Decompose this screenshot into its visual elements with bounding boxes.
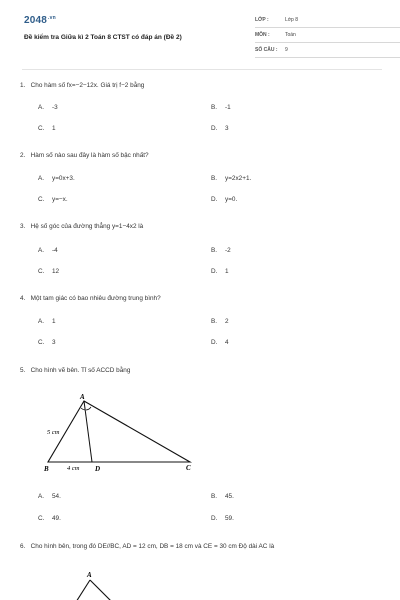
option-text: -2 [225,247,231,254]
option-b[interactable] [211,493,234,500]
question-4-text [20,295,161,302]
option-label: A. [38,318,45,325]
logo-tld: .vn [48,15,56,21]
option-b[interactable] [211,104,231,111]
vertex-c-label: C [186,464,191,472]
option-text: 1 [225,268,229,275]
option-label: D. [211,196,218,203]
question-body: Cho hàm số fx=−2−12x. Giá trị f−2 bằng [30,82,145,89]
option-label: D. [211,339,218,346]
side-ab-label: 5 cm [47,429,60,436]
option-c[interactable] [38,125,56,132]
logo-text: 2048 [24,15,48,26]
question-body: Cho hình bên, trong đó DE//BC, AD = 12 cm, DB = 18 cm và CE = 30 cm Độ dài AC là [30,543,275,550]
option-label: C. [38,268,45,275]
option-d[interactable] [211,125,229,132]
option-c[interactable] [38,339,56,346]
meta-class-value: Lớp 8 [285,17,299,23]
side-bd-label: 4 cm [67,465,80,472]
option-text: y=2x2+1. [225,175,252,182]
option-label: D. [211,268,218,275]
option-text: 12 [52,268,60,275]
question-number: 6. [20,543,26,550]
option-b[interactable] [211,318,229,325]
option-text: 45. [225,493,234,500]
question-2-text [20,152,149,159]
option-text: 3 [52,339,56,346]
option-label: D. [211,515,218,522]
vertex-a-label-2: A [87,571,92,579]
triangle-abc [48,401,190,462]
meta-subject-key: MÔN : [255,32,270,38]
option-text: 49. [52,515,61,522]
option-text: 1 [52,318,56,325]
meta-class-key: LỚP : [255,17,269,23]
vertex-b-label: B [44,465,49,473]
option-text: y=0. [225,196,238,203]
side-ac-2 [90,580,112,600]
option-c[interactable] [38,515,61,522]
question-body: Một tam giác có bao nhiêu đường trung bình? [30,295,161,302]
option-c[interactable] [38,268,59,275]
question-number: 5. [20,367,26,374]
option-label: C. [38,125,45,132]
option-b[interactable] [211,175,251,182]
angle-mark-left [81,408,85,410]
option-d[interactable] [211,268,229,275]
site-logo[interactable] [24,15,56,26]
option-d[interactable] [211,196,237,203]
option-label: A. [38,493,45,500]
option-label: C. [38,196,45,203]
meta-subject-value: Toán [285,32,296,38]
triangle-figure-2 [70,568,130,600]
question-number: 4. [20,295,26,302]
question-number: 2. [20,152,26,159]
option-label: B. [211,247,218,254]
side-ab-2 [76,580,90,600]
question-number: 1. [20,82,26,89]
option-a[interactable] [38,493,61,500]
option-label: B. [211,493,218,500]
question-body: Cho hình vẽ bên. Tỉ số ACCD bằng [30,367,131,374]
triangle-figure [40,390,200,475]
option-label: B. [211,175,218,182]
option-label: A. [38,247,45,254]
option-label: C. [38,339,45,346]
option-text: 3 [225,125,229,132]
option-a[interactable] [38,247,58,254]
option-text: -4 [52,247,58,254]
question-3-text [20,223,143,230]
meta-class [255,15,400,28]
header-divider [22,69,382,70]
option-label: B. [211,104,218,111]
option-c[interactable] [38,196,68,203]
option-label: D. [211,125,218,132]
question-1-text [20,82,144,89]
option-text: -3 [52,104,58,111]
option-a[interactable] [38,175,75,182]
option-label: A. [38,175,45,182]
option-b[interactable] [211,247,231,254]
angle-mark-right [86,407,91,410]
option-text: 54. [52,493,61,500]
option-label: C. [38,515,45,522]
option-text: -1 [225,104,231,111]
option-d[interactable] [211,515,234,522]
question-5-text [20,367,130,374]
meta-count [255,45,400,58]
document-title: Đề kiểm tra Giữa kì 2 Toán 8 CTST có đáp án (Đề 2) [24,34,182,41]
option-text: 4 [225,339,229,346]
meta-subject [255,30,400,43]
bisector-ad [84,401,92,462]
option-text: 59. [225,515,234,522]
question-body: Hệ số góc của đường thẳng y=1−4x2 là [30,223,144,230]
vertex-d-label: D [95,465,101,473]
option-text: y=−x. [52,196,68,203]
option-a[interactable] [38,104,58,111]
meta-count-key: SỐ CÂU : [255,47,278,53]
question-body: Hàm số nào sau đây là hàm số bậc nhất? [30,152,149,159]
meta-count-value: 9 [285,47,288,53]
question-6-text [20,543,274,550]
document-header [24,15,384,65]
option-label: A. [38,104,45,111]
option-text: 1 [52,125,56,132]
option-label: B. [211,318,218,325]
vertex-a-label: A [80,393,85,401]
question-number: 3. [20,223,26,230]
option-a[interactable] [38,318,56,325]
option-text: y=0x+3. [52,175,75,182]
option-d[interactable] [211,339,229,346]
option-text: 2 [225,318,229,325]
